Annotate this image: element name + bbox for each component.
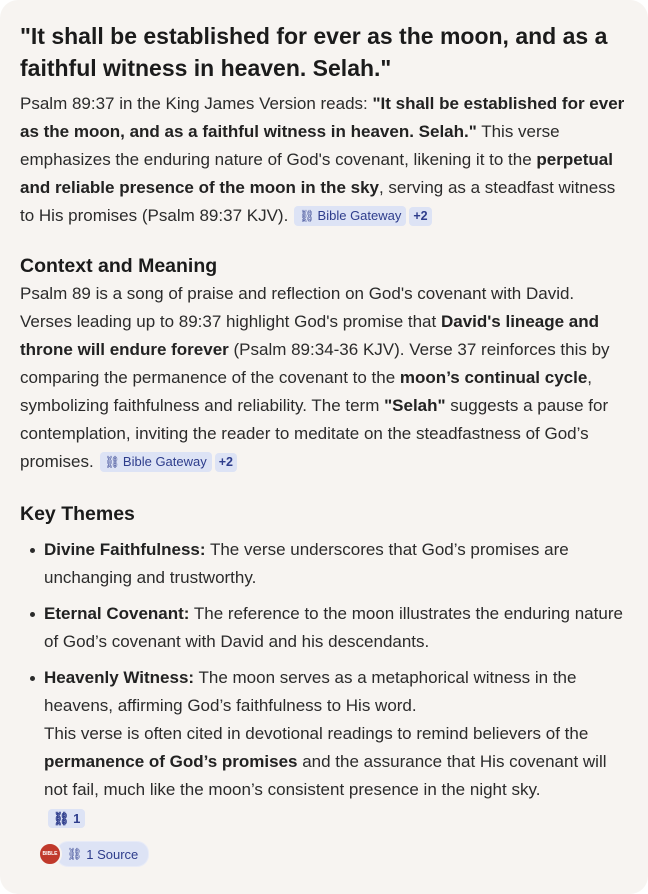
theme-text: The reference to the moon illustrates the enduring nature of God’s covenant with David and his descendants.: [44, 604, 623, 651]
sources-row[interactable]: [38, 841, 149, 867]
closing-bold: permanence of God’s promises: [44, 752, 298, 771]
citation-chip-label: Bible Gateway: [317, 208, 402, 223]
context-paragraph: [20, 280, 628, 476]
context-text-2: (Psalm 89:34-36 KJV). Verse 37 reinforces this by comparing the permanence of the covenant to the: [20, 340, 610, 387]
sources-label: 1 Source: [86, 846, 139, 862]
intro-bold-moon: perpetual and reliable presence of the moon in the sky: [20, 150, 613, 197]
answer-title: "It shall be established for ever as the moon, and as a faithful witness in heaven. Selah.": [20, 23, 608, 81]
link-icon: ⛓: [67, 847, 83, 861]
footnote-citation-chip[interactable]: [48, 809, 85, 828]
citation-chip-bible-gateway[interactable]: [100, 452, 212, 472]
theme-label: Heavenly Witness:: [44, 668, 195, 687]
theme-text: The moon serves as a metaphorical witness in the heavens, affirming God’s faithfulness to His word.: [44, 668, 577, 715]
themes-heading: Key Themes: [20, 503, 135, 525]
context-text-4: suggests a pause for contemplation, inviting the reader to meditate on the steadfastness of God’s promises.: [20, 396, 609, 471]
footnote-number: 1: [73, 811, 81, 826]
context-text-1: Psalm 89 is a song of praise and reflection on God's covenant with David. Verses leading up to 89:37 highlight God's promise that: [20, 284, 575, 331]
themes-list: [20, 536, 628, 832]
list-item: [44, 600, 628, 656]
list-item: [44, 536, 628, 592]
list-item: [44, 664, 628, 832]
intro-bold-verse: "It shall be established for ever as the moon, and as a faithful witness in heaven. Selah.": [20, 94, 625, 141]
context-text-3: , symbolizing faithfulness and reliability. The term: [20, 368, 593, 415]
citation-count-badge[interactable]: +2: [409, 207, 431, 226]
citation-chip-label: Bible Gateway: [122, 454, 207, 469]
bible-gateway-favicon-icon: [38, 842, 62, 866]
context-bold-selah: "Selah": [384, 396, 446, 415]
context-bold-cycle: moon’s continual cycle: [399, 368, 588, 387]
link-icon: ⛓: [104, 455, 120, 469]
citation-chip-bible-gateway[interactable]: [294, 206, 406, 226]
link-icon: ⛓: [53, 811, 74, 826]
theme-text: The verse underscores that God’s promises are unchanging and trustworthy.: [44, 540, 569, 587]
theme-label: Divine Faithfulness:: [44, 540, 206, 559]
theme-label: Eternal Covenant:: [44, 604, 190, 623]
intro-text-3: , serving as a steadfast witness to His promises (Psalm 89:37 KJV).: [20, 178, 616, 225]
context-heading: Context and Meaning: [20, 255, 218, 277]
intro-paragraph: [20, 90, 628, 230]
link-icon: ⛓: [299, 209, 315, 223]
closing-text-1: This verse is often cited in devotional readings to remind believers of the: [44, 724, 589, 743]
citation-count-badge[interactable]: +2: [215, 453, 237, 472]
sources-button[interactable]: [56, 841, 149, 867]
intro-text-1: Psalm 89:37 in the King James Version reads:: [20, 94, 373, 113]
context-bold-lineage: David's lineage and throne will endure forever: [20, 312, 600, 359]
closing-text-2: and the assurance that His covenant will not fail, much like the moon’s consistent presence in the night sky.: [44, 752, 607, 799]
intro-text-2: This verse emphasizes the enduring nature of God's covenant, likening it to the: [20, 122, 560, 169]
favicon-text: BIBLE: [42, 851, 58, 857]
